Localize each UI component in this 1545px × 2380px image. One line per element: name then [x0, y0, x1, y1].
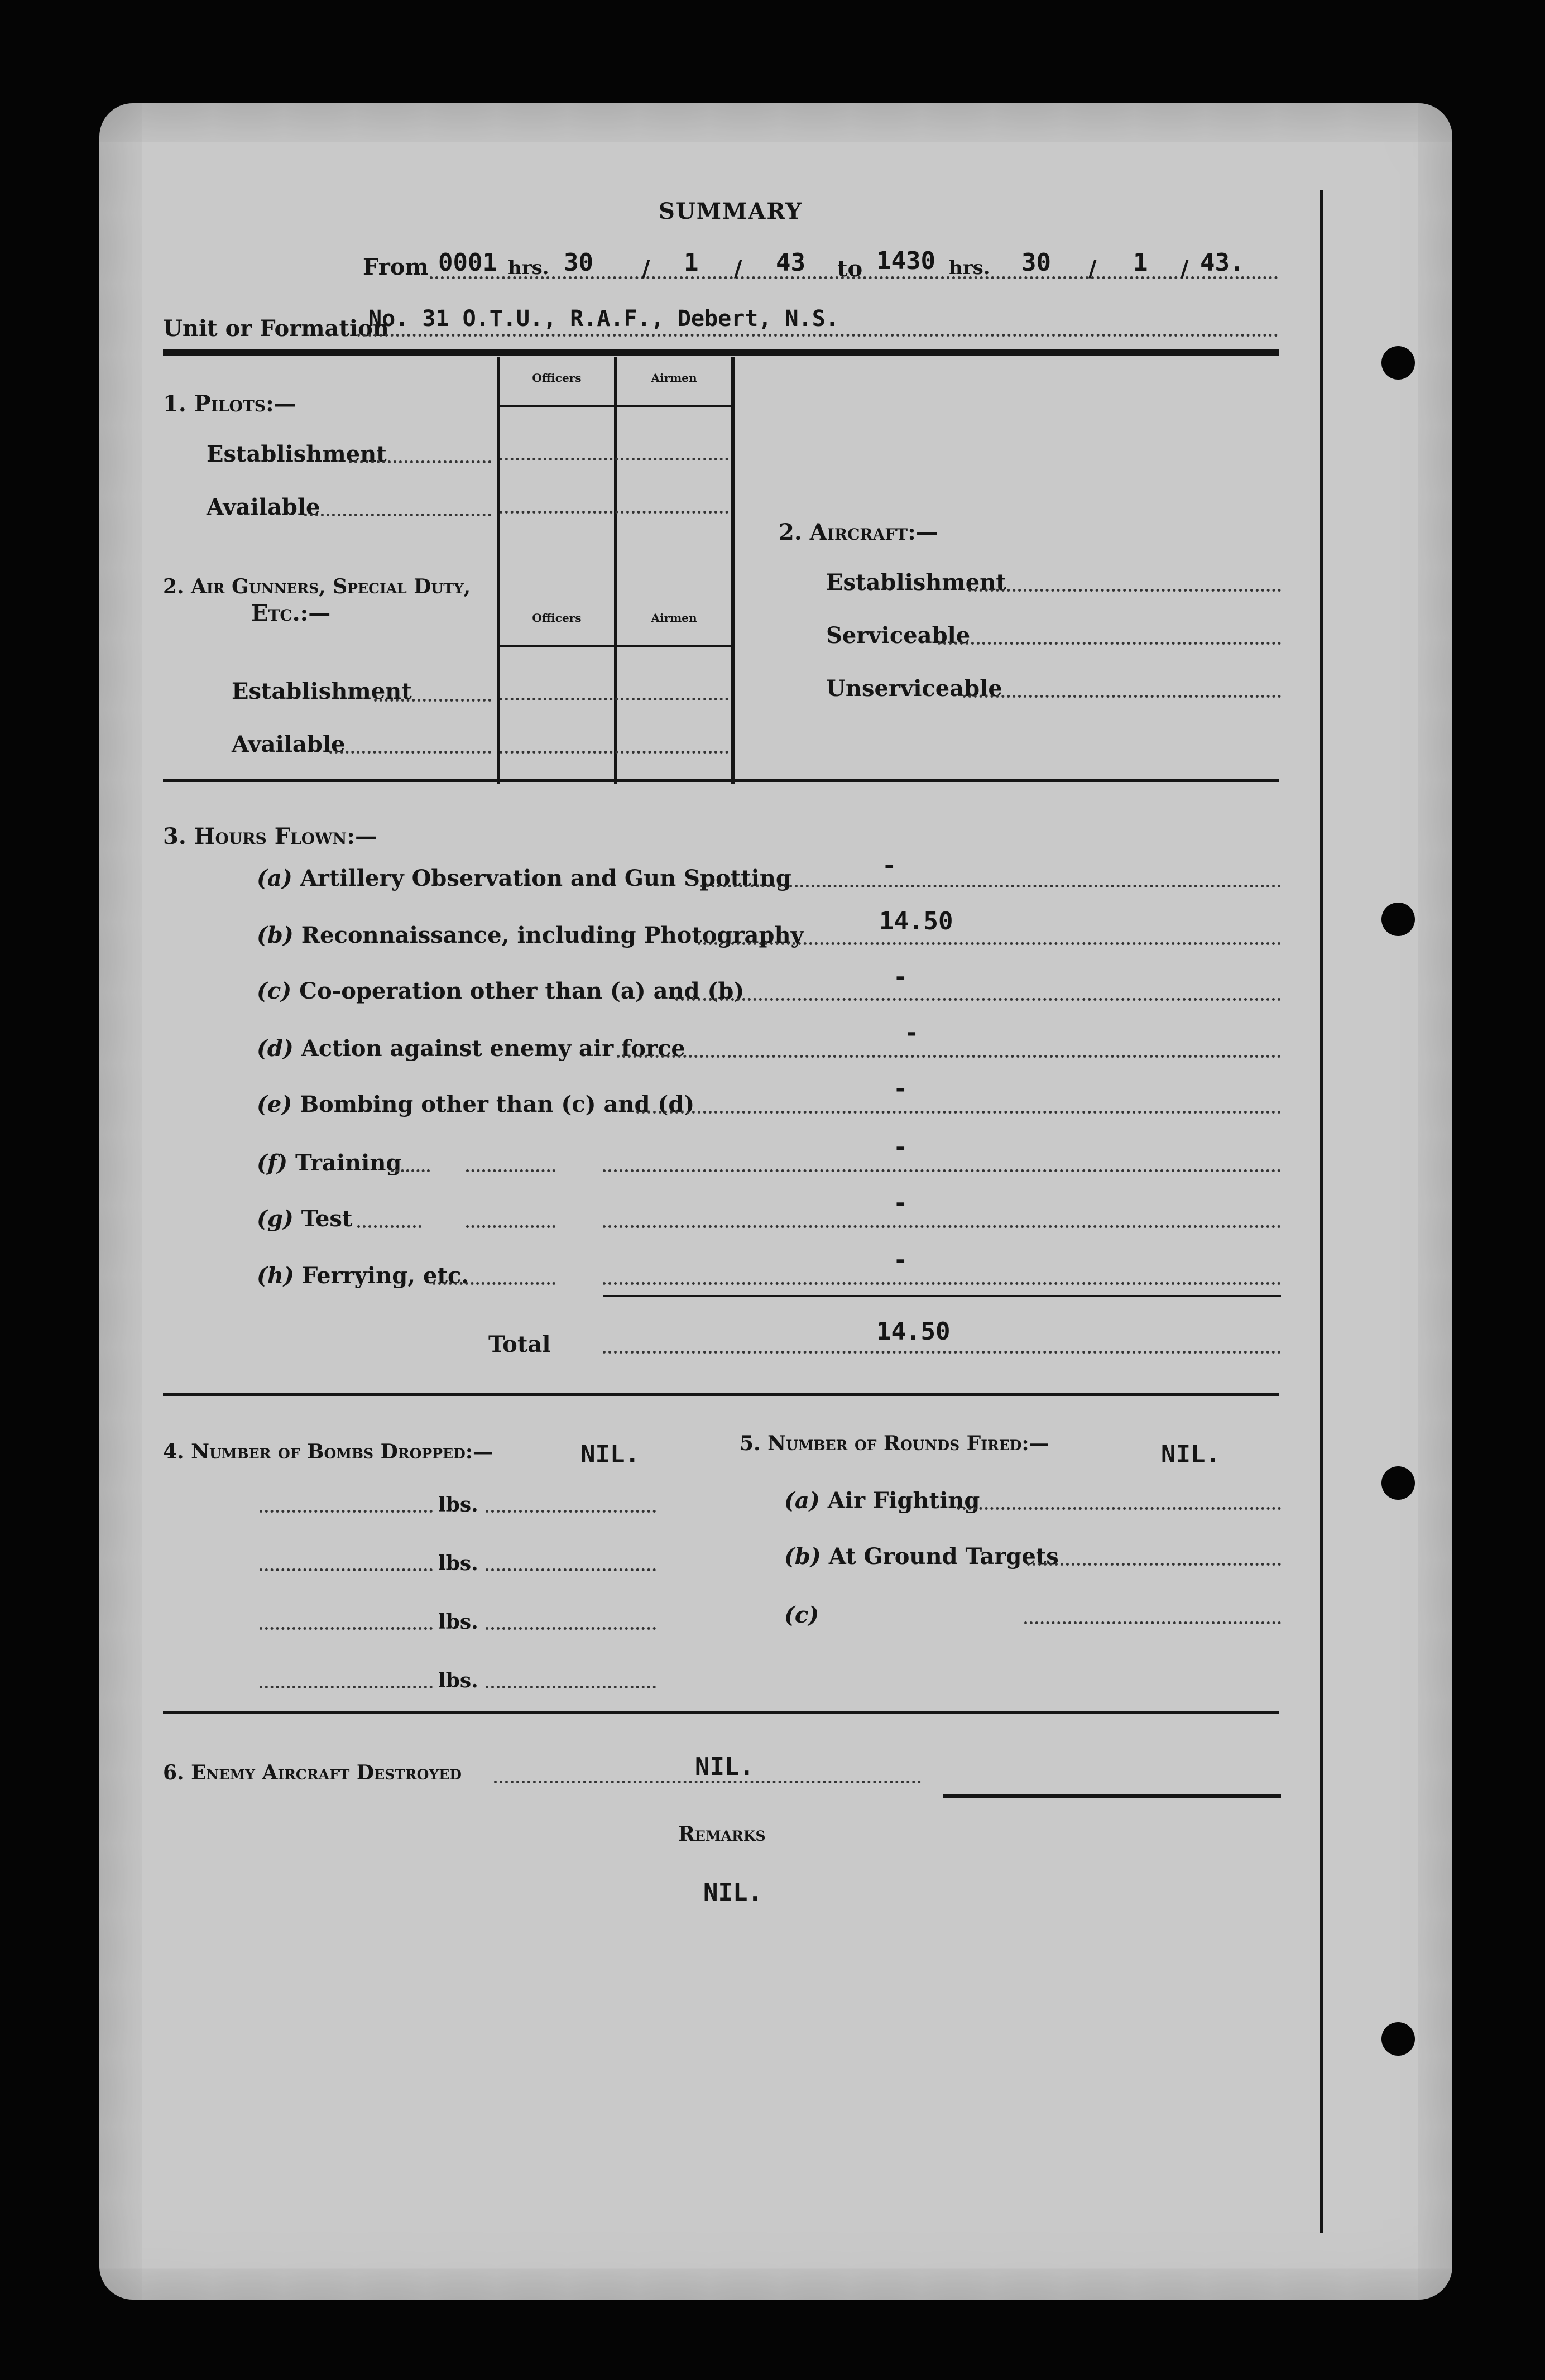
- hrs-label-1: hrs.: [508, 257, 549, 279]
- bombs-row-1-dots-left: [260, 1510, 433, 1513]
- hours-dots-a: [700, 885, 1281, 887]
- section-rule-2: [163, 779, 1279, 782]
- hours-item-c: [257, 978, 744, 1004]
- aircraft-establishment-dots: [968, 589, 1281, 592]
- section-rule-5: [943, 1794, 1281, 1798]
- bombs-row-2-dots-left: [260, 1568, 433, 1571]
- pilots-available-label: Available: [207, 494, 320, 520]
- rounds-b: [784, 1543, 1059, 1570]
- hours-label-g: Test: [301, 1206, 353, 1232]
- rounds-b-dots: [1027, 1563, 1281, 1566]
- hours-label-e: Bombing other than (c) and (d): [300, 1091, 695, 1117]
- hours-letter-e: (e): [257, 1091, 292, 1117]
- pilots-head-rule: [498, 405, 733, 407]
- from-label: From: [363, 254, 429, 280]
- hours-dots-d: [617, 1055, 1281, 1058]
- gunners-establishment-label: Establishment: [232, 678, 412, 704]
- gunners-heading: 2. Air Gunners, Special Duty,: [163, 575, 471, 598]
- pilots-avail-cells: [500, 511, 728, 514]
- to-day: 30: [1021, 248, 1051, 277]
- hours-label-h: Ferrying, etc.: [301, 1263, 469, 1289]
- sep-2: /: [734, 256, 742, 282]
- pilots-col-officers: Officers: [532, 371, 582, 385]
- page-title: SUMMARY: [659, 198, 803, 224]
- bombs-row-2-dots-right: [486, 1568, 656, 1571]
- hours-dots-h1: [433, 1282, 555, 1285]
- aircraft-serviceable-label: Serviceable: [826, 622, 971, 649]
- gunners-heading-2: Etc.:—: [251, 600, 331, 626]
- section-rule-top: [163, 349, 1279, 356]
- rounds-b-letter: (b): [784, 1543, 821, 1570]
- hours-label-f: Training: [295, 1150, 402, 1176]
- enemy-heading: 6. Enemy Aircraft Destroyed: [163, 1761, 462, 1784]
- gunners-head-rule: [498, 645, 733, 647]
- hours-dots-b: [698, 942, 1281, 945]
- remarks-heading: Remarks: [678, 1822, 766, 1846]
- hours-letter-c: (c): [257, 978, 292, 1004]
- pilots-est-cells: [500, 458, 728, 460]
- hours-value-h: -: [893, 1246, 908, 1274]
- section-rule-3: [163, 1393, 1279, 1396]
- pilots-establishment-label: Establishment: [207, 441, 387, 467]
- bombs-value: NIL.: [580, 1440, 640, 1469]
- from-month: 1: [684, 248, 699, 277]
- rounds-a-label: Air Fighting: [827, 1488, 980, 1514]
- total-label: Total: [488, 1331, 551, 1357]
- hours-letter-f: (f): [257, 1150, 288, 1176]
- hours-dots-g1: [357, 1225, 421, 1228]
- bombs-row-3-dots-left: [260, 1627, 433, 1630]
- sep-4: /: [1181, 256, 1189, 282]
- hours-item-e: [257, 1091, 694, 1117]
- rounds-c: [784, 1602, 819, 1628]
- hours-value-b: 14.50: [879, 907, 953, 935]
- bombs-heading: 4. Number of Bombs Dropped:—: [163, 1440, 493, 1463]
- hours-letter-d: (d): [257, 1035, 294, 1062]
- hours-dots-f3: [603, 1169, 1281, 1172]
- total-rule: [603, 1295, 1281, 1297]
- total-value: 14.50: [876, 1317, 951, 1346]
- unit-label: Unit or Formation: [163, 315, 389, 342]
- hours-heading: 3. Hours Flown:—: [163, 823, 377, 850]
- aircraft-serviceable-dots: [938, 642, 1281, 645]
- gunners-available-label: Available: [232, 731, 346, 757]
- hours-dots-g3: [603, 1225, 1281, 1228]
- gunners-avail-cells: [500, 751, 728, 754]
- from-time: 0001: [438, 248, 497, 277]
- aircraft-establishment-label: Establishment: [826, 569, 1006, 596]
- to-year: 43.: [1200, 248, 1245, 277]
- hours-value-a: -: [882, 851, 897, 880]
- rounds-a: [784, 1488, 980, 1514]
- pilots-establishment-dots: [349, 460, 491, 463]
- form-sheet: [99, 103, 1452, 2300]
- hours-item-f: [257, 1150, 401, 1176]
- hours-letter-a: (a): [257, 865, 292, 891]
- hours-value-c: -: [893, 963, 908, 991]
- rounds-value: NIL.: [1161, 1440, 1220, 1469]
- hours-label-a: Artillery Observation and Gun Spotting: [300, 865, 791, 891]
- hours-value-d: -: [904, 1019, 919, 1047]
- rounds-a-letter: (a): [784, 1488, 820, 1514]
- grid-line-3: [731, 357, 735, 784]
- bombs-row-2-unit: lbs.: [438, 1552, 478, 1575]
- unit-dotted: [357, 334, 1278, 337]
- bombs-row-4-unit: lbs.: [438, 1669, 478, 1692]
- pilots-col-airmen: Airmen: [651, 371, 697, 385]
- rounds-b-label: At Ground Targets: [828, 1543, 1059, 1570]
- sep-1: /: [642, 256, 650, 282]
- rounds-heading: 5. Number of Rounds Fired:—: [740, 1432, 1049, 1455]
- to-label: to: [837, 256, 863, 282]
- hours-dots-g2: [466, 1225, 555, 1228]
- from-year: 43: [776, 248, 805, 277]
- hours-letter-g: (g): [257, 1206, 294, 1232]
- from-day: 30: [564, 248, 593, 277]
- right-margin-rule: [1320, 190, 1323, 2233]
- hours-value-g: -: [893, 1189, 908, 1217]
- bombs-row-4-dots-left: [260, 1686, 433, 1688]
- to-month: 1: [1133, 248, 1148, 277]
- total-dots: [603, 1351, 1281, 1354]
- rounds-a-dots: [957, 1507, 1281, 1510]
- hours-value-e: -: [893, 1074, 908, 1103]
- gunners-col-officers: Officers: [532, 611, 582, 625]
- bombs-row-1-dots-right: [486, 1510, 656, 1513]
- hours-dots-f2: [466, 1169, 555, 1172]
- binder-hole-1: [1381, 346, 1415, 380]
- hours-letter-h: (h): [257, 1263, 294, 1289]
- hours-dots-c: [675, 998, 1281, 1001]
- grid-line-2: [614, 357, 617, 784]
- bombs-row-4-dots-right: [486, 1686, 656, 1688]
- hours-letter-b: (b): [257, 922, 294, 948]
- hours-item-g: [257, 1206, 352, 1232]
- section-rule-4: [163, 1711, 1279, 1714]
- binder-hole-2: [1381, 903, 1415, 936]
- gunners-est-cells: [500, 698, 728, 700]
- rounds-c-dots: [1024, 1621, 1281, 1624]
- hours-value-f: -: [893, 1133, 908, 1162]
- bombs-row-1-unit: lbs.: [438, 1493, 478, 1517]
- gunners-col-airmen: Airmen: [651, 611, 697, 625]
- gunners-available-dots: [329, 751, 491, 754]
- hours-label-d: Action against enemy air force: [301, 1035, 685, 1062]
- hours-dots-h2: [603, 1282, 1281, 1285]
- unit-value: No. 31 O.T.U., R.A.F., Debert, N.S.: [368, 306, 839, 332]
- hours-dots-f1: [391, 1169, 430, 1172]
- hours-label-b: Reconnaissance, including Photography: [301, 922, 804, 948]
- hours-label-c: Co-operation other than (a) and (b): [299, 978, 745, 1004]
- bombs-row-3-dots-right: [486, 1627, 656, 1630]
- binder-hole-3: [1381, 1466, 1415, 1500]
- remarks-value: NIL.: [703, 1878, 762, 1907]
- rounds-c-letter: (c): [784, 1602, 819, 1628]
- aircraft-unserviceable-dots: [963, 695, 1281, 698]
- enemy-value: NIL.: [695, 1753, 754, 1781]
- pilots-heading: 1. Pilots:—: [163, 391, 296, 417]
- to-time: 1430: [876, 247, 935, 275]
- sep-3: /: [1088, 256, 1097, 282]
- pilots-available-dots: [304, 514, 491, 516]
- aircraft-heading: 2. Aircraft:—: [779, 519, 938, 545]
- binder-hole-4: [1381, 2022, 1415, 2056]
- bombs-row-3-unit: lbs.: [438, 1610, 478, 1634]
- gunners-establishment-dots: [374, 699, 491, 702]
- grid-line-1: [497, 357, 500, 784]
- hrs-label-2: hrs.: [949, 257, 990, 279]
- aircraft-unserviceable-label: Unserviceable: [826, 675, 1002, 702]
- hours-dots-e: [636, 1111, 1281, 1114]
